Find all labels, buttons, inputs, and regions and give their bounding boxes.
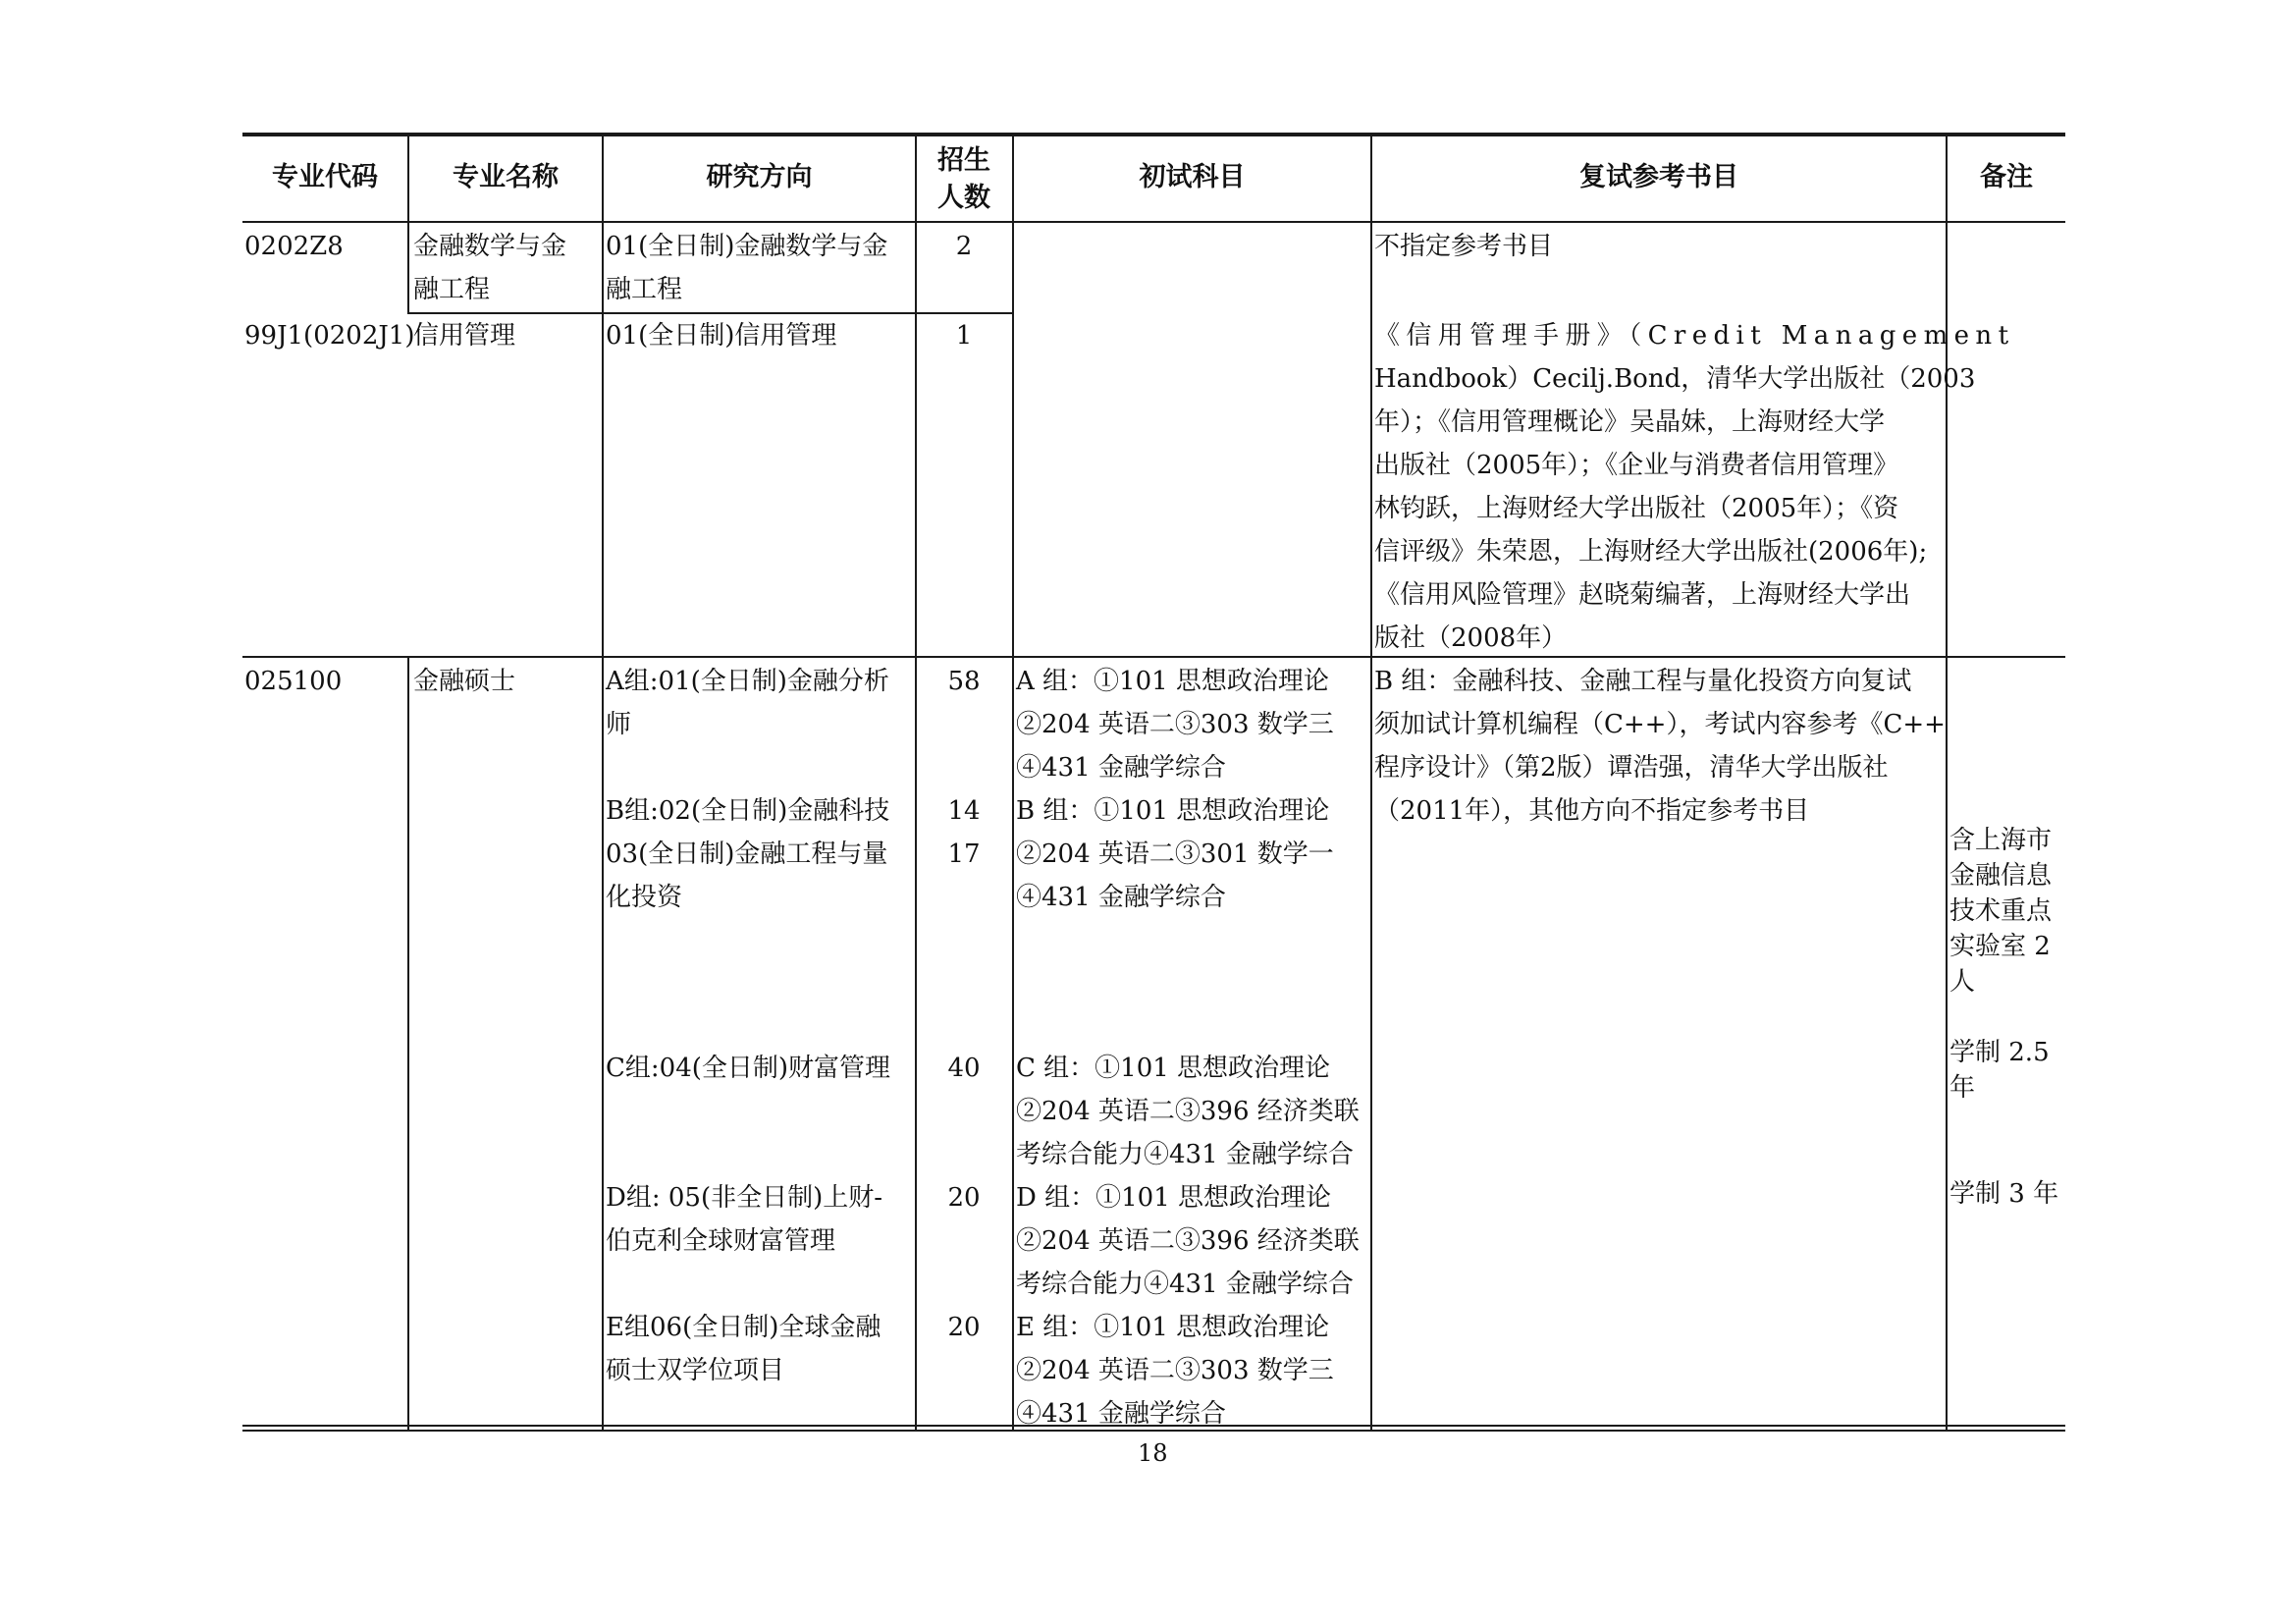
groupD-exam-line: ②204 英语二③396 经济类联 (1016, 1226, 1360, 1256)
row3-books-line: B 组：金融科技、金融工程与量化投资方向复试 (1374, 667, 1912, 696)
row2-books-line: 林钧跃，上海财经大学出版社（2005年）；《资 (1374, 494, 1899, 523)
groupB-exam-line: ②204 英语二③301 数学一 (1016, 839, 1334, 869)
row3-books-line: 须加试计算机编程（C++），考试内容参考《C++ (1374, 710, 1946, 739)
groupD-exam-line: 考综合能力④431 金融学综合 (1016, 1270, 1354, 1299)
row3-books-line: 程序设计》（第2版）谭浩强，清华大学出版社 (1374, 753, 1889, 783)
col-rule-4 (1012, 135, 1014, 1430)
row3-books-line: （2011年），其他方向不指定参考书目 (1374, 796, 1810, 826)
header-books: 复试参考书目 (1579, 162, 1738, 192)
groupE-exam-line: ④431 金融学综合 (1016, 1399, 1226, 1429)
remark-line: 人 (1949, 967, 1976, 997)
groupB-quota: 14 (947, 796, 981, 826)
remark-line: 实验室 2 (1949, 932, 2051, 961)
page-number: 18 (1138, 1439, 1168, 1467)
row1-name-line1: 金融数学与金 (413, 232, 567, 261)
row2-books-line: 版社（2008年） (1374, 623, 1568, 653)
groupE-exam-line: ②204 英语二③303 数学三 (1016, 1356, 1334, 1385)
groupB-direction-line: B组:02(全日制)金融科技 (606, 796, 890, 826)
groupD-direction-line: D组: 05(非全日制)上财- (606, 1183, 883, 1213)
groupA-direction-line: 师 (606, 710, 632, 739)
header-name: 专业名称 (453, 162, 559, 192)
groupA-exam-line: ②204 英语二③303 数学三 (1016, 710, 1334, 739)
header-remark: 备注 (1980, 162, 2033, 192)
row1-code: 0202Z8 (244, 232, 344, 261)
row1-books: 不指定参考书目 (1374, 232, 1554, 261)
row2-books-line: Handbook）Cecilj.Bond，清华大学出版社（2003 (1374, 364, 1976, 394)
table-top-rule (242, 133, 2065, 136)
row2-quota: 1 (955, 321, 973, 351)
groupC-exam-line: ②204 英语二③396 经济类联 (1016, 1097, 1360, 1126)
row3-code: 025100 (244, 667, 343, 696)
row2-books-line: 出版社（2005年）；《企业与消费者信用管理》 (1374, 451, 1899, 480)
groupC-exam-line: C 组：①101 思想政治理论 (1016, 1054, 1331, 1083)
header-exam: 初试科目 (1139, 162, 1246, 192)
remark-line: 金融信息 (1949, 861, 2053, 891)
groupC-quota: 40 (947, 1054, 981, 1083)
row2-books-line: 信评级》朱荣恩，上海财经大学出版社(2006年); (1374, 537, 1928, 567)
remark-line: 年 (1949, 1073, 1976, 1103)
header-direction: 研究方向 (706, 162, 813, 192)
row2-books-line: 《信用风险管理》赵晓菊编著，上海财经大学出 (1374, 580, 1911, 610)
remark-line: 学制 3 年 (1949, 1179, 2059, 1209)
row1-name-line2: 融工程 (413, 275, 491, 304)
groupA-exam-line: ④431 金融学综合 (1016, 753, 1226, 783)
col-rule-2 (602, 135, 604, 1430)
header-bottom-rule (242, 221, 2065, 223)
header-quota: 招生人数 (937, 145, 990, 213)
col-rule-5 (1370, 135, 1372, 1430)
groupE-direction-line: 硕士双学位项目 (606, 1356, 785, 1385)
row3-top-rule (242, 656, 2065, 658)
groupA-quota: 58 (947, 667, 981, 696)
col-rule-3 (915, 135, 917, 1430)
groupB-exam-line: B 组：①101 思想政治理论 (1016, 796, 1330, 826)
groupE-direction-line: E组06(全日制)全球金融 (606, 1313, 881, 1342)
row3-name: 金融硕士 (413, 667, 516, 696)
groupB-exam-line: ④431 金融学综合 (1016, 883, 1226, 912)
groupE-quota: 20 (947, 1313, 981, 1342)
groupA-direction-line: A组:01(全日制)金融分析 (606, 667, 889, 696)
groupB-quota: 17 (947, 839, 981, 869)
groupD-quota: 20 (947, 1183, 981, 1213)
row2-books-line: 年）；《信用管理概论》吴晶妹，上海财经大学 (1374, 407, 1886, 437)
row2-books-line: 《信用管理手册》（Credit Management (1374, 321, 2015, 351)
groupB-direction-line: 03(全日制)金融工程与量 (606, 839, 888, 869)
row1-direction-line1: 01(全日制)金融数学与金 (606, 232, 888, 261)
row2-direction: 01(全日制)信用管理 (606, 321, 837, 351)
row1-direction-line2: 融工程 (606, 275, 683, 304)
header-code: 专业代码 (272, 162, 378, 192)
groupC-exam-line: 考综合能力④431 金融学综合 (1016, 1140, 1354, 1169)
groupA-exam-line: A 组：①101 思想政治理论 (1016, 667, 1329, 696)
groupC-direction-line: C组:04(全日制)财富管理 (606, 1054, 891, 1083)
remark-line: 含上海市 (1949, 826, 2053, 855)
groupB-direction-line: 化投资 (606, 883, 683, 912)
groupD-exam-line: D 组：①101 思想政治理论 (1016, 1183, 1332, 1213)
row1-quota: 2 (955, 232, 973, 261)
col-rule-1b (407, 656, 409, 1430)
groupE-exam-line: E 组：①101 思想政治理论 (1016, 1313, 1330, 1342)
col-rule-1c (407, 223, 409, 314)
row2-code: 99J1(0202J1) (244, 321, 415, 351)
remark-line: 技术重点 (1949, 896, 2053, 926)
remark-line: 学制 2.5 (1949, 1038, 2050, 1067)
row2-name: 信用管理 (413, 321, 516, 351)
groupD-direction-line: 伯克利全球财富管理 (606, 1226, 836, 1256)
